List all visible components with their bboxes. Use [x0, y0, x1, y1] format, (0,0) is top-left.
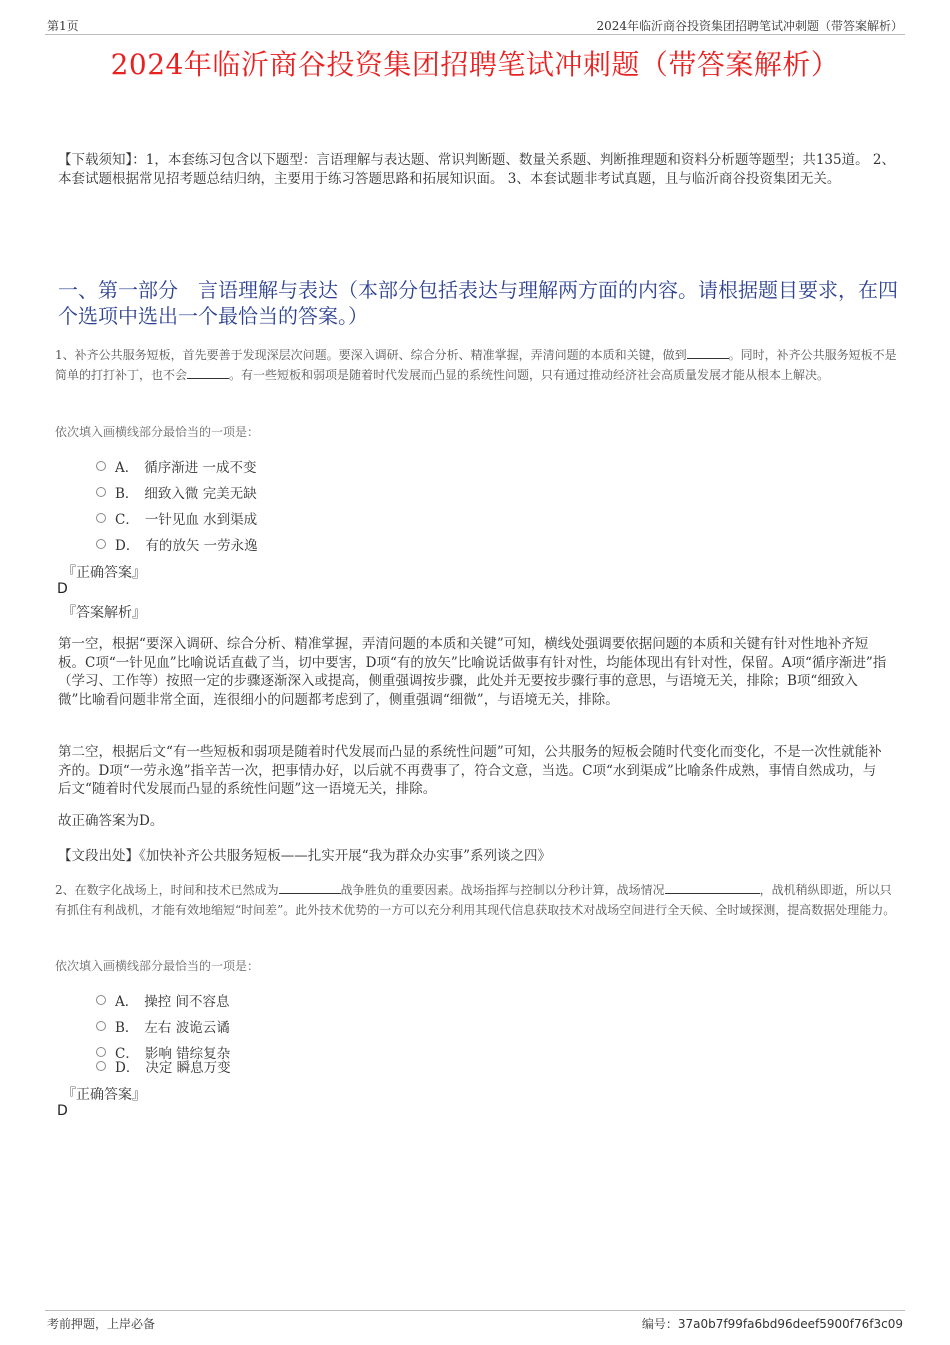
radio-icon[interactable]	[96, 487, 106, 497]
question-1-text	[55, 345, 900, 385]
q1-source: 【文段出处】《加快补齐公共服务短板——扎实开展“我为群众办实事”系列谈之四》	[58, 848, 552, 864]
q1-text-part-a: 1、补齐公共服务短板，首先要善于发现深层次问题。要深入调研、综合分析、精准掌握，弄清问题的本质和关键，做到	[55, 348, 687, 362]
option-letter: C．	[115, 512, 139, 528]
footer-code	[642, 1315, 903, 1332]
section-title: 一、第一部分 言语理解与表达（本部分包括表达与理解两方面的内容。请根据题目要求，在四个选项中选出一个最恰当的答案。）	[58, 278, 898, 328]
q1-analysis-paragraph-1: 第一空，根据“要深入调研、综合分析、精准掌握，弄清问题的本质和关键”可知，横线处强调要依据问题的本质和关键有针对性地补齐短板。C项“一针见血”比喻说话直截了当，切中要害，D项“有的放矢”比喻说话做事有针对性，均能体现出有针对性，保留。A项“循序渐进”指（学习、工作等）按照一定的步骤逐渐深入或提高，侧重强调按步骤，此处并无要按步骤行事的意思，与语境无关，排除；B项“细致入微”比喻看问题非常全面，连很细小的问题都考虑到了，侧重强调“细微”，与语境无关，排除。	[58, 636, 887, 708]
footer-code-value: 37a0b7f99fa6bd96deef5900f76f3c09	[677, 1317, 903, 1331]
header-doc-title: 2024年临沂商谷投资集团招聘笔试冲刺题（带答案解析）	[596, 19, 903, 33]
q1-answer-label: 『正确答案』	[62, 565, 146, 581]
q1-option-b[interactable]	[96, 482, 257, 502]
q2-prompt: 依次填入画横线部分最恰当的一项是：	[55, 959, 260, 973]
q1-option-a[interactable]	[96, 456, 257, 476]
q1-blank-2	[187, 366, 229, 379]
question-2-text	[55, 880, 900, 920]
option-text: 细致入微 完美无缺	[144, 486, 257, 502]
radio-icon[interactable]	[96, 1021, 106, 1031]
q1-option-d[interactable]	[96, 534, 258, 554]
footer-code-label: 编号：	[641, 1317, 678, 1331]
q1-answer: D	[57, 581, 68, 597]
page-footer	[45, 1310, 905, 1337]
option-letter: C．	[115, 1046, 139, 1062]
q2-option-d[interactable]	[96, 1056, 231, 1076]
q2-option-a[interactable]	[96, 990, 230, 1010]
q2-option-b[interactable]	[96, 1016, 230, 1036]
option-text: 有的放矢 一劳永逸	[145, 538, 258, 554]
option-letter: B．	[115, 486, 139, 502]
q1-prompt: 依次填入画横线部分最恰当的一项是：	[55, 425, 260, 439]
q1-blank-1	[687, 346, 729, 359]
q2-text-part-c: ，战机稍纵即逝，所以只有抓住有利战机，才能有效地缩短“时间差”。此外技术优势的一方可以充分利用其现代信息获取技术对战场空间进行全天候、全时域探测，提高数据处理能力。	[55, 883, 896, 917]
radio-icon[interactable]	[96, 539, 106, 549]
q2-blank-2	[665, 881, 760, 894]
option-text: 决定 瞬息万变	[145, 1060, 231, 1076]
q2-text-part-a: 2、在数字化战场上，时间和技术已然成为	[55, 883, 279, 897]
option-letter: D．	[115, 538, 140, 554]
option-text: 影响 错综复杂	[144, 1046, 231, 1062]
page-number: 第1页	[47, 19, 79, 33]
radio-icon[interactable]	[96, 461, 106, 471]
option-text: 一针见血 水到渠成	[144, 512, 258, 528]
option-letter: A．	[115, 994, 139, 1010]
radio-icon[interactable]	[96, 995, 106, 1005]
q1-analysis-paragraph-2: 第二空，根据后文“有一些短板和弱项是随着时代发展而凸显的系统性问题”可知，公共服务的短板会随时代变化而变化，不是一次性就能补齐的。D项“一劳永逸”指辛苦一次，把事情办好，以后就不再费事了，符合文意，当选。C项“水到渠成”比喻条件成熟，事情自然成功，与后文“随着时代发展而凸显的系统性问题”这一语境无关，排除。	[58, 744, 882, 797]
radio-icon[interactable]	[96, 1061, 106, 1071]
download-notice: 【下载须知】：1，本套练习包含以下题型：言语理解与表达题、常识判断题、数量关系题、判断推理题和资料分析题等题型；共135道。 2、本套试题根据常见招考题总结归纳，主要用于练习答题思路和拓展知识面。 3、本套试题非考试真题，且与临沂商谷投资集团无关。	[58, 152, 895, 187]
option-text: 循序渐进 一成不变	[144, 460, 257, 476]
q2-answer-label: 『正确答案』	[62, 1087, 146, 1103]
q1-option-c[interactable]	[96, 508, 257, 528]
q1-text-part-c: 。有一些短板和弱项是随着时代发展而凸显的系统性问题，只有通过推动经济社会高质量发展才能从根本上解决。	[229, 368, 830, 382]
q1-analysis-label: 『答案解析』	[62, 605, 146, 621]
q2-text-part-b: 战争胜负的重要因素。战场指挥与控制以分秒计算，战场情况	[340, 883, 665, 897]
q2-answer: D	[57, 1103, 68, 1119]
document-title: 2024年临沂商谷投资集团招聘笔试冲刺题（带答案解析）	[110, 48, 840, 81]
q2-blank-1	[279, 881, 341, 894]
option-letter: A．	[115, 460, 139, 476]
option-letter: B．	[115, 1020, 139, 1036]
footer-slogan: 考前押题，上岸必备	[47, 1317, 156, 1331]
option-text: 操控 间不容息	[144, 994, 230, 1010]
page-header	[45, 14, 905, 35]
q1-conclusion: 故正确答案为D。	[58, 813, 164, 829]
option-letter: D．	[115, 1060, 140, 1076]
radio-icon[interactable]	[96, 513, 106, 523]
q1-text-part-b: 。同时，补齐公共服务短板不是简单的打打补丁，也不会	[55, 348, 897, 382]
option-text: 左右 波诡云谲	[144, 1020, 230, 1036]
